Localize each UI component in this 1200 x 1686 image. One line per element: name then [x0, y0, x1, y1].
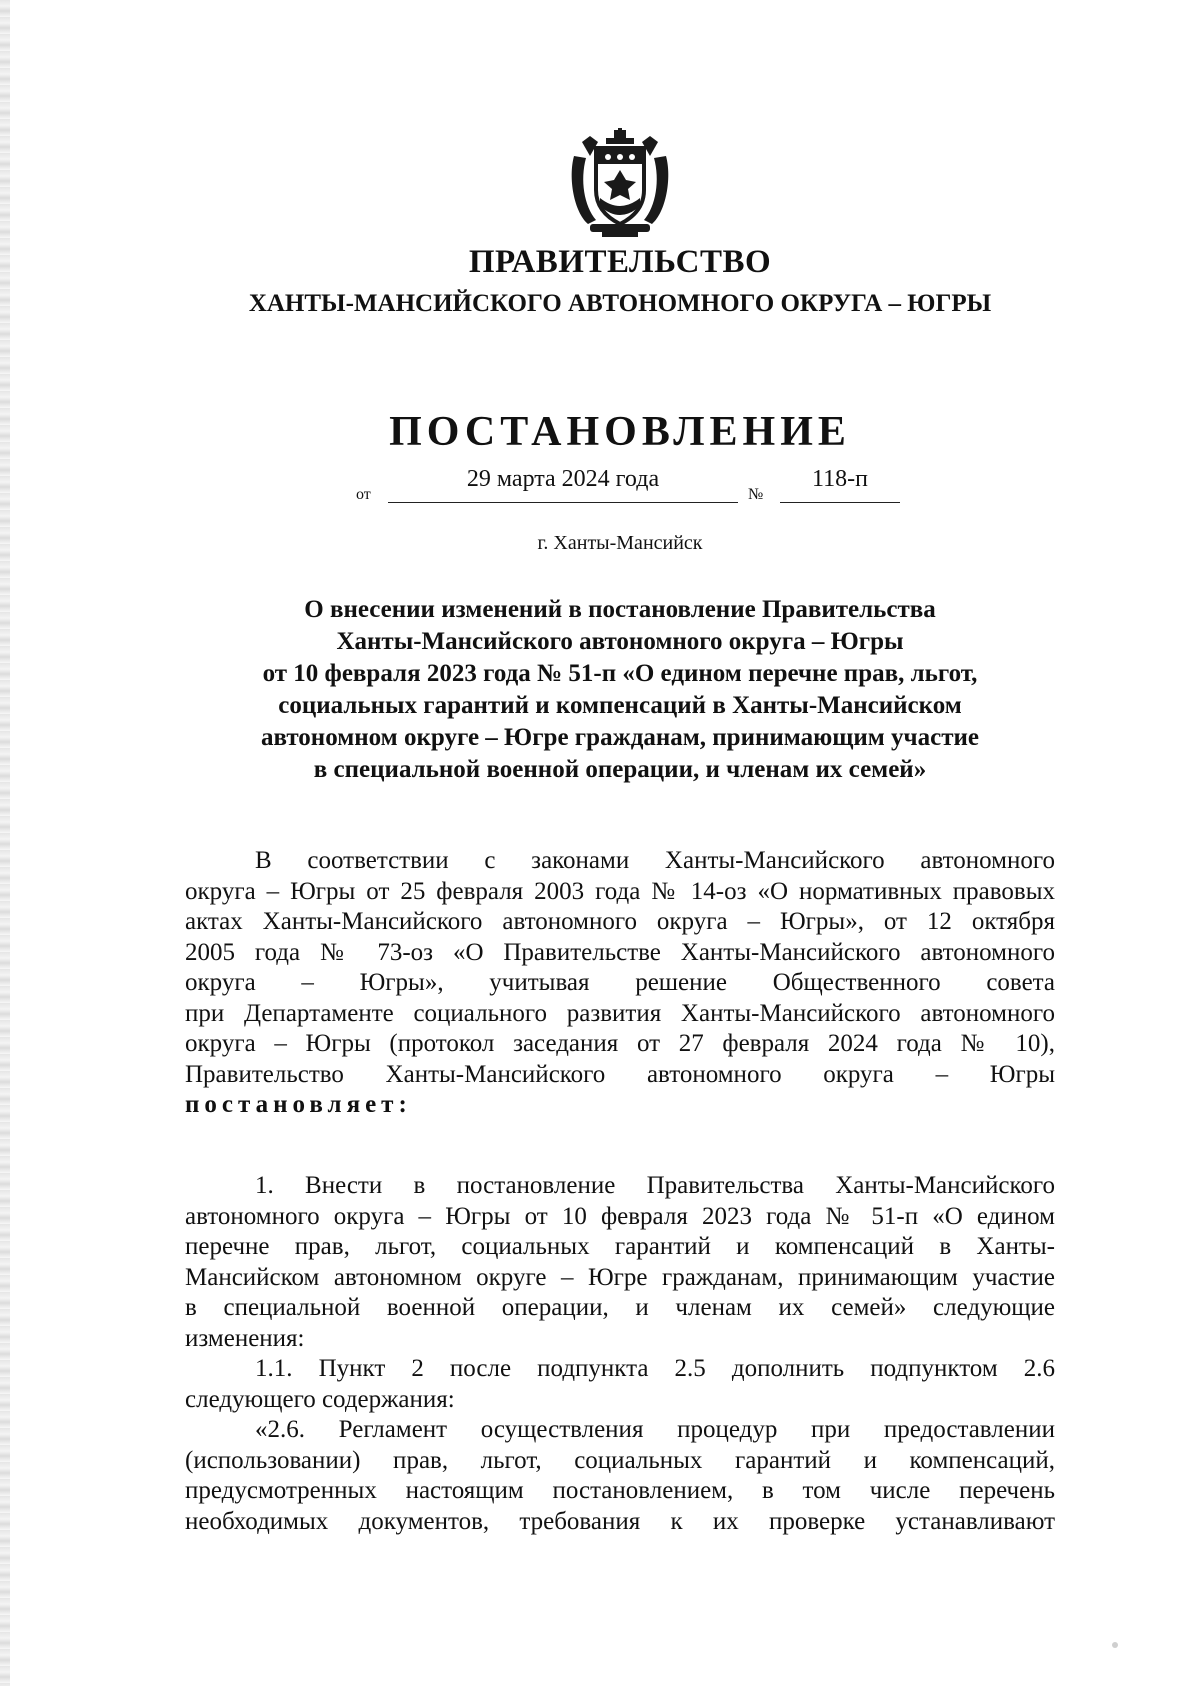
paragraph-line: Правительство Ханты-Мансийского автономного округа – Югры	[185, 1060, 1055, 1088]
paragraph-line: В соответствии с законами Ханты-Мансийского автономного	[255, 847, 1055, 874]
subject-line: Ханты-Мансийского автономного округа – Югры	[336, 628, 904, 655]
paragraph-line: актах Ханты-Мансийского автономного округа – Югры», от 12 октября	[185, 908, 1055, 935]
paragraph-line: Мансийском автономном округе – Югре гражданам, принимающим участие	[185, 1263, 1055, 1291]
date-prefix: от	[356, 486, 371, 503]
subject-line: автономном округе – Югре гражданам, принимающим участие	[260, 724, 980, 751]
paragraph-line: перечне прав, льгот, социальных гарантий и компенсаций в Ханты-	[185, 1233, 1055, 1260]
paragraph-line: округа – Югры (протокол заседания от 27 февраля 2024 года № 10),	[185, 1030, 1055, 1057]
date-number-row	[0, 466, 1200, 510]
subject-line: от 10 февраля 2023 года № 51-п «О едином перечне прав, льгот,	[262, 660, 978, 687]
date-underline	[388, 502, 738, 503]
paragraph-line: в специальной военной операции, и членам их семей» следующие	[185, 1294, 1055, 1321]
document-date: 29 марта 2024 года	[466, 466, 660, 492]
number-prefix: №	[748, 486, 764, 503]
subject-line: в специальной военной операции, и членам их семей»	[313, 756, 927, 783]
paragraph-line: предусмотренных настоящим постановлением, в том числе перечень	[185, 1477, 1055, 1504]
document-type: ПОСТАНОВЛЕНИЕ	[389, 409, 851, 455]
paragraph-line: изменения:	[185, 1324, 305, 1352]
document-number: 118-п	[812, 466, 868, 492]
region-title: ХАНТЫ-МАНСИЙСКОГО АВТОНОМНОГО ОКРУГА – ЮГРЫ	[248, 290, 992, 317]
scan-dot	[1112, 1642, 1118, 1648]
paragraph-line: округа – Югры», учитывая решение Общественного совета	[185, 969, 1055, 996]
paragraph-line: 1. Внести в постановление Правительства Ханты-Мансийского	[255, 1172, 1055, 1199]
subject-line: О внесении изменений в постановление Правительства	[304, 596, 936, 623]
paragraph-line: «2.6. Регламент осуществления процедур при предоставлении	[255, 1416, 1055, 1443]
paragraph-line: автономного округа – Югры от 10 февраля 2023 года № 51-п «О едином	[185, 1202, 1055, 1230]
paragraph-line: необходимых документов, требования к их проверке устанавливают	[185, 1507, 1055, 1535]
paragraph-line: округа – Югры от 25 февраля 2003 года № 14-оз «О нормативных правовых	[185, 877, 1055, 905]
city: г. Ханты-Мансийск	[537, 532, 703, 554]
paragraph-line: 1.1. Пункт 2 после подпункта 2.5 дополнить подпунктом 2.6	[255, 1355, 1055, 1382]
item-1-paragraph	[185, 1171, 1055, 1537]
resolves-word: постановляет:	[185, 1091, 412, 1118]
government-title: ПРАВИТЕЛЬСТВО	[468, 244, 772, 280]
subject-line: социальных гарантий и компенсаций в Ханты-Мансийском	[278, 692, 962, 719]
preamble-paragraph	[185, 846, 1055, 1121]
paragraph-line: при Департаменте социального развития Ханты-Мансийского автономного	[185, 999, 1055, 1027]
paragraph-line: 2005 года № 73-оз «О Правительстве Ханты-Мансийского автономного	[185, 938, 1055, 966]
paragraph-line: (использовании) прав, льгот, социальных гарантий и компенсаций,	[185, 1446, 1055, 1474]
document-subject	[212, 594, 1028, 786]
coat-of-arms-icon	[568, 128, 672, 240]
paragraph-line: следующего содержания:	[185, 1385, 455, 1413]
number-underline	[780, 502, 900, 503]
